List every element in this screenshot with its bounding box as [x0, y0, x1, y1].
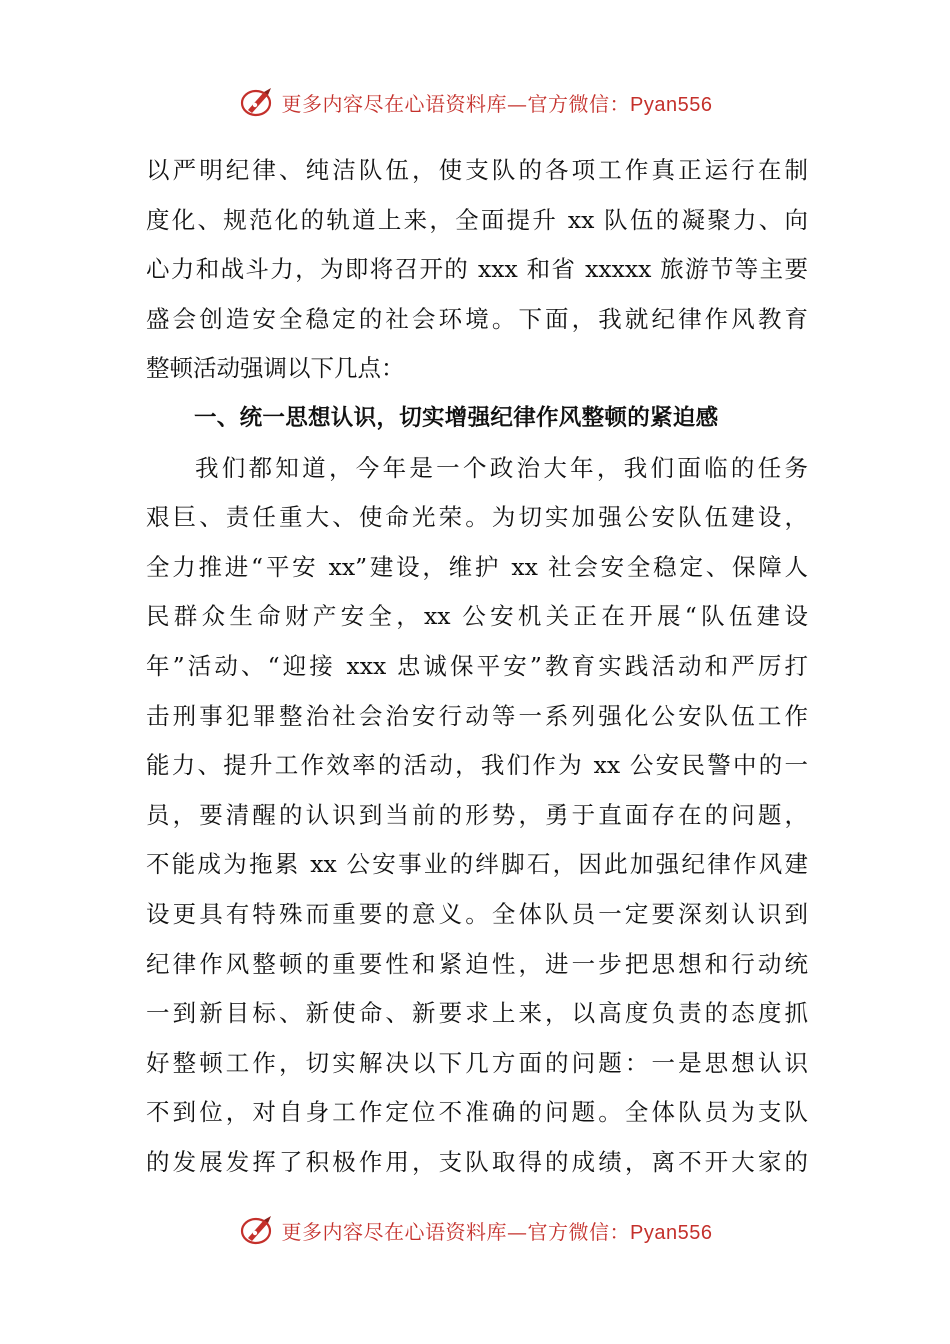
text-line: 不能成为拖累 xx 公安事业的绊脚石，因此加强纪律作风建: [146, 850, 808, 879]
pen-nib-circle-logo-icon: [238, 84, 278, 120]
text-line: 盛会创造安全稳定的社会环境。下面，我就纪律作风教育: [146, 304, 808, 333]
text-line: 员，要清醒的认识到当前的形势，勇于直面存在的问题，: [146, 800, 808, 829]
text-line: 以严明纪律、纯洁队伍，使支队的各项工作真正运行在制: [146, 156, 808, 184]
section-heading: 一、统一思想认识，切实增强纪律作风整顿的紧迫感: [194, 404, 719, 431]
text-line: 的发展发挥了积极作用，支队取得的成绩，离不开大家的: [146, 1147, 808, 1176]
pen-nib-circle-logo-icon: [238, 1212, 278, 1248]
watermark-wechat-id: Pyan556: [630, 93, 713, 116]
footer-watermark: [0, 1210, 950, 1250]
text-line: 我们都知道，今年是一个政治大年，我们面临的任务: [195, 453, 808, 482]
document-body: [146, 146, 808, 1187]
text-line: 好整顿工作，切实解决以下几方面的问题：一是思想认识: [146, 1048, 808, 1077]
text-line: 整顿活动强调以下几点：: [146, 354, 405, 383]
text-line: 设更具有特殊而重要的意义。全体队员一定要深刻认识到: [146, 899, 808, 928]
text-line: 心力和战斗力，为即将召开的 xxx 和省 xxxxx 旅游节等主要: [146, 255, 808, 284]
text-line: 能力、提升工作效率的活动，我们作为 xx 公安民警中的一: [146, 751, 808, 780]
text-line: 度化、规范化的轨道上来，全面提升 xx 队伍的凝聚力、向: [146, 205, 808, 234]
watermark-wechat-id: Pyan556: [630, 1221, 713, 1244]
watermark-text: 更多内容尽在心语资料库—官方微信：Pyan556: [281, 1219, 713, 1244]
text-line: 年”活动、“迎接 xxx 忠诚保平安”教育实践活动和严厉打: [146, 651, 808, 680]
text-line: 击刑事犯罪整治社会治安行动等一系列强化公安队伍工作: [146, 701, 808, 730]
text-line: 一到新目标、新使命、新要求上来，以高度负责的态度抓: [146, 999, 808, 1028]
header-watermark: [0, 82, 950, 122]
text-line: 纪律作风整顿的重要性和紧迫性，进一步把思想和行动统: [146, 949, 808, 978]
text-line: 民群众生命财产安全，xx 公安机关正在开展“队伍建设: [146, 602, 808, 631]
text-line: 全力推进“平安 xx”建设，维护 xx 社会安全稳定、保障人: [146, 552, 808, 581]
watermark-text: 更多内容尽在心语资料库—官方微信：Pyan556: [281, 91, 713, 116]
text-line: 艰巨、责任重大、使命光荣。为切实加强公安队伍建设，: [146, 503, 808, 532]
text-line: 不到位，对自身工作定位不准确的问题。全体队员为支队: [146, 1098, 808, 1127]
